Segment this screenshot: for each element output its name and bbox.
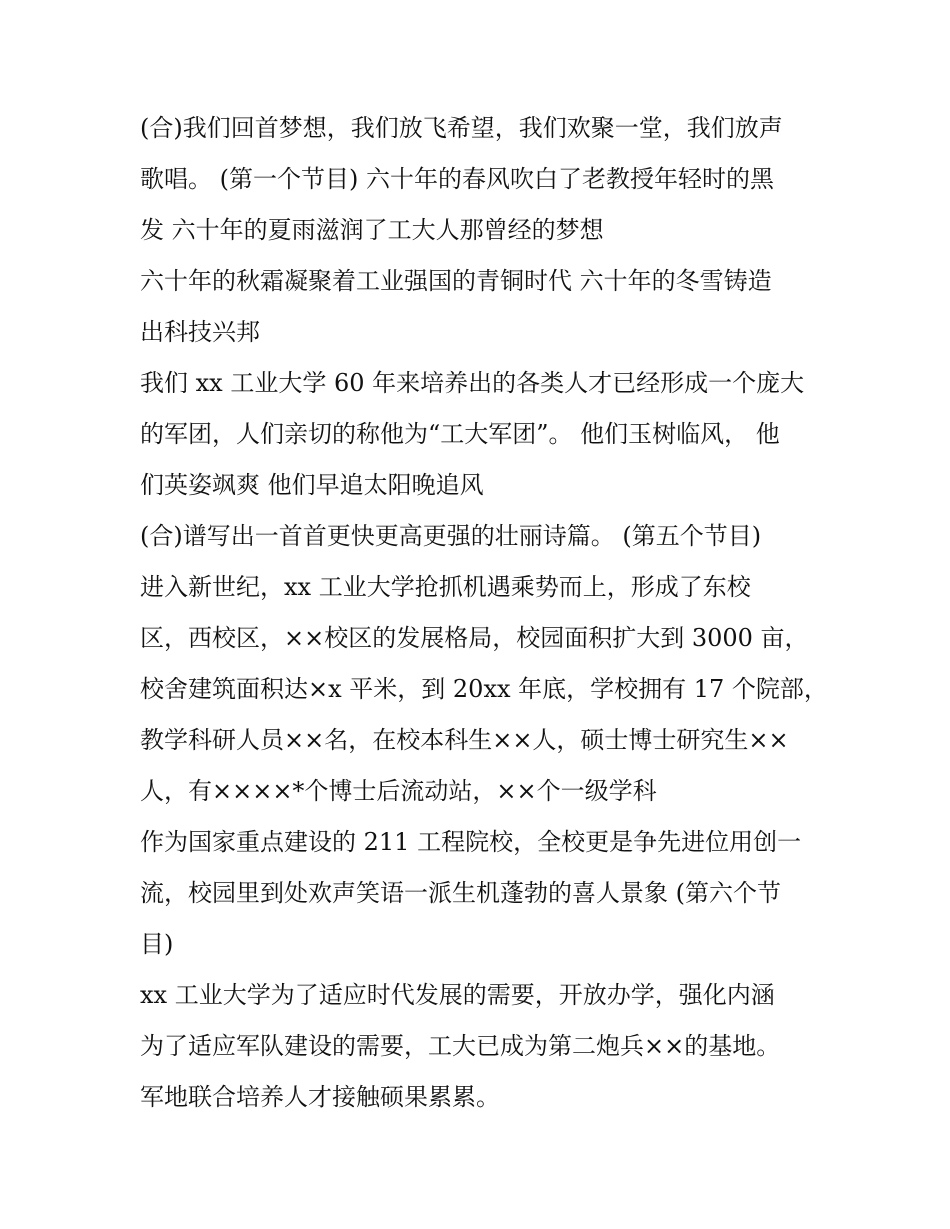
text-line: 教学科研人员××名，在校本科生××人，硕士博士研究生×× [140,726,789,754]
text-line: 作为国家重点建设的 211 工程院校，全校更是争先进位用创一 [140,828,802,856]
text-line: (合)谱写出一首首更快更高更强的壮丽诗篇。 (第五个节目) [140,522,762,550]
text-line: 们英姿飒爽 他们早追太阳晚追风 [140,471,484,499]
text-line: 进入新世纪，xx 工业大学抢抓机遇乘势而上，形成了东校 [140,573,751,601]
text-line: 六十年的秋霜凝聚着工业强国的青铜时代 六十年的冬雪铸造 [140,267,772,295]
text-line: 流，校园里到处欢声笑语一派生机蓬勃的喜人景象 (第六个节 [140,879,781,907]
text-line: 人，有××××*个博士后流动站，××个一级学科 [140,777,657,805]
text-line: 区，西校区，××校区的发展格局，校园面积扩大到 3000 亩， [140,624,809,652]
text-line: (合)我们回首梦想，我们放飞希望，我们欢聚一堂，我们放声 [140,114,783,142]
text-line: 的军团，人们亲切的称他为“工大军团”。 他们玉树临风， 他 [140,420,780,448]
text-line: 我们 xx 工业大学 60 年来培养出的各类人才已经形成一个庞大 [140,369,805,397]
text-line: 出科技兴邦 [140,318,260,346]
text-line: 歌唱。 (第一个节目) 六十年的春风吹白了老教授年轻时的黑 [140,165,774,193]
text-line: 校舍建筑面积达×x 平米，到 20xx 年底，学校拥有 17 个院部， [140,675,828,703]
text-line: 为了适应军队建设的需要，工大已成为第二炮兵××的基地。 [140,1032,781,1060]
text-line: 目) [140,930,174,958]
text-line: 军地联合培养人才接触硕果累累。 [140,1083,500,1111]
text-line: xx 工业大学为了适应时代发展的需要，开放办学，强化内涵 [140,981,775,1009]
text-line: 发 六十年的夏雨滋润了工大人那曾经的梦想 [140,216,604,244]
document-body [140,103,828,1123]
